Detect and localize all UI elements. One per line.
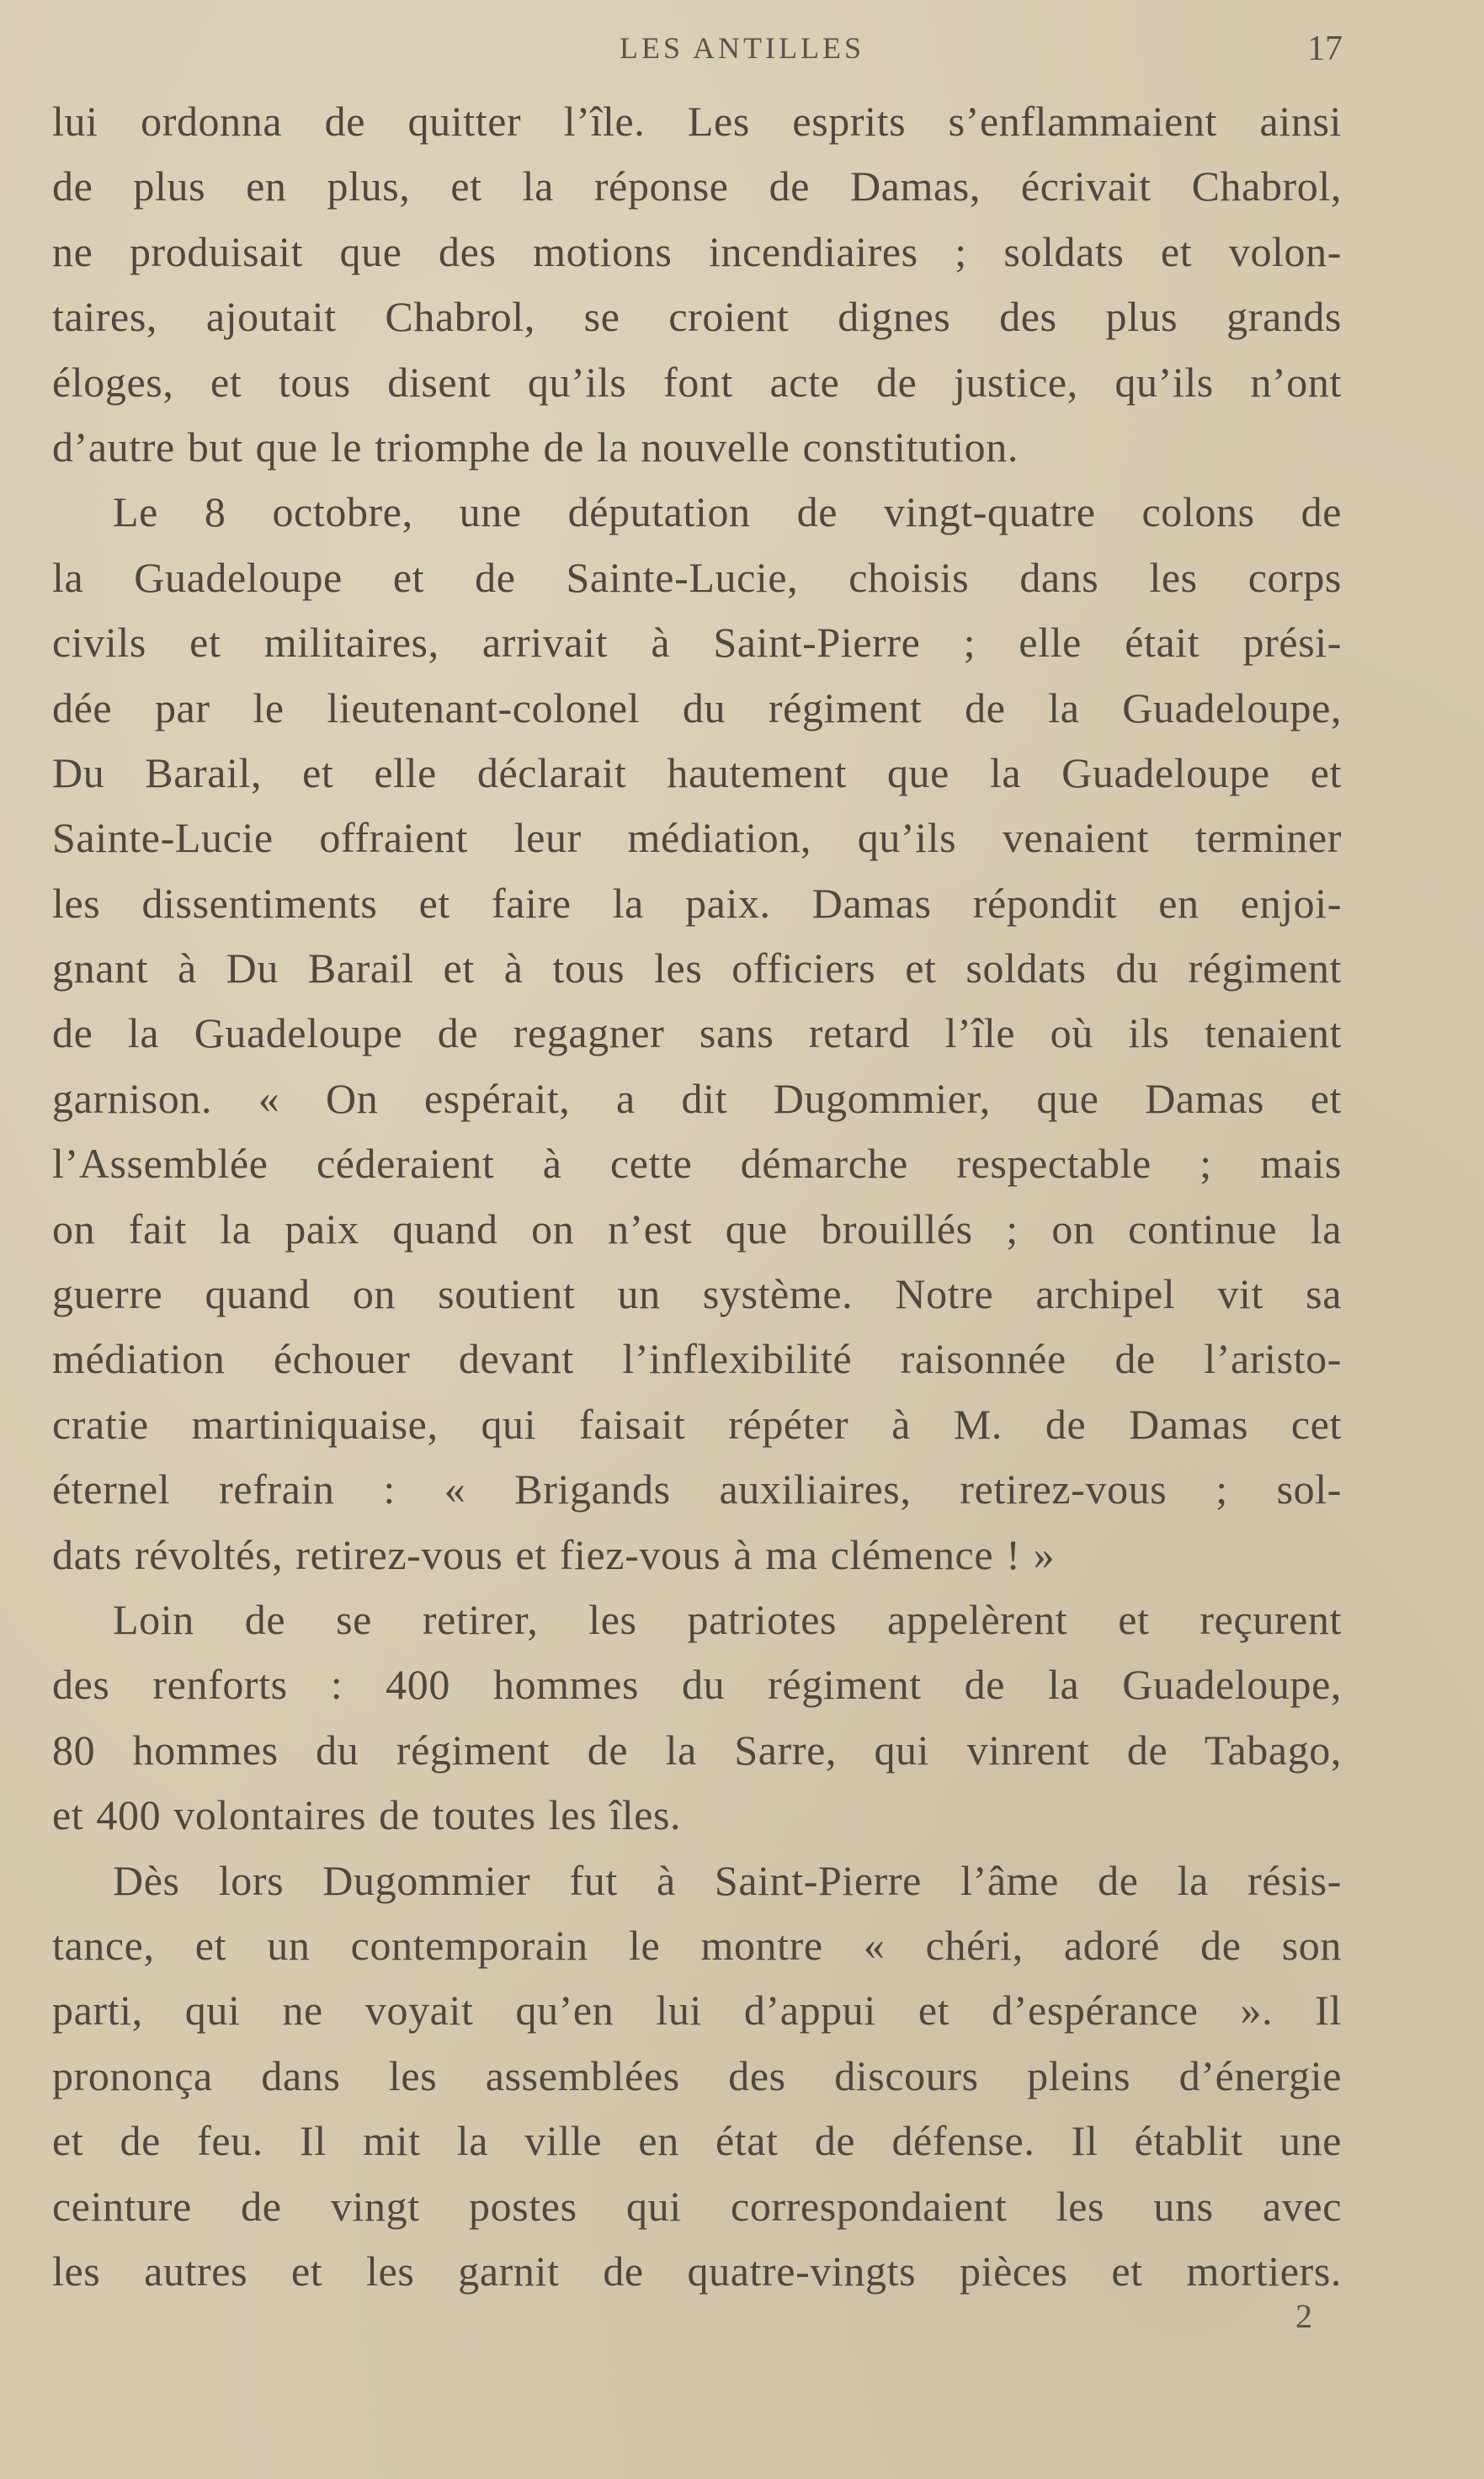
text-line: taires, ajoutait Chabrol, se croient dignes des plus grands [52, 293, 1342, 341]
text-line: dée par le lieutenant-colonel du régiment de la Guadeloupe, [52, 684, 1342, 731]
text-line: lui ordonna de quitter l’île. Les esprits s’enflammaient ainsi [52, 98, 1342, 145]
text-line: ne produisait que des motions incendiaires ; soldats et volon- [52, 227, 1342, 275]
text-line: ceinture de vingt postes qui correspondaient les uns avec [52, 2182, 1342, 2230]
text-line: de plus en plus, et la réponse de Damas, écrivait Chabrol, [52, 162, 1342, 210]
text-line: des renforts : 400 hommes du régiment de la Guadeloupe, [52, 1661, 1342, 1709]
body-text [52, 89, 1342, 2304]
text-line: et de feu. Il mit la ville en état de défense. Il établit une [52, 2117, 1342, 2165]
paragraph-first-line: Loin de se retirer, les patriotes appelèrent et reçurent [113, 1595, 1342, 1643]
text-line: les autres et les garnit de quatre-vingts pièces et mortiers. [52, 2247, 1342, 2295]
paragraph-first-line: Le 8 octobre, une députation de vingt-quatre colons de [113, 488, 1342, 536]
text-line: d’autre but que le triomphe de la nouvelle constitution. [52, 423, 1019, 471]
text-line: civils et militaires, arrivait à Saint-Pierre ; elle était prési- [52, 619, 1342, 667]
running-title: LES ANTILLES [620, 31, 864, 65]
text-line: Sainte-Lucie offraient leur médiation, qu’ils venaient terminer [52, 814, 1342, 862]
text-line: éternel refrain : « Brigands auxiliaires, retirez-vous ; sol- [52, 1466, 1342, 1513]
running-head [0, 25, 1484, 76]
text-line: dats révoltés, retirez-vous et fiez-vous à ma clémence ! » [52, 1530, 1056, 1578]
paragraph-first-line: Dès lors Dugommier fut à Saint-Pierre l’âme de la résis- [113, 1856, 1342, 1904]
text-line: les dissentiments et faire la paix. Damas répondit en enjoi- [52, 879, 1342, 927]
text-line: et 400 volontaires de toutes les îles. [52, 1791, 682, 1839]
text-line: Du Barail, et elle déclarait hautement que la Guadeloupe et [52, 748, 1342, 796]
text-line: l’Assemblée céderaient à cette démarche respectable ; mais [52, 1140, 1342, 1188]
text-line: prononça dans les assemblées des discours pleins d’énergie [52, 2051, 1342, 2099]
text-line: parti, qui ne voyait qu’en lui d’appui et d’espérance ». Il [52, 1987, 1342, 2035]
text-line: la Guadeloupe et de Sainte-Lucie, choisis dans les corps [52, 553, 1342, 601]
text-line: on fait la paix quand on n’est que brouillés ; on continue la [52, 1205, 1342, 1253]
text-line: éloges, et tous disent qu’ils font acte de justice, qu’ils n’ont [52, 358, 1342, 406]
text-line: guerre quand on soutient un système. Notre archipel vit sa [52, 1270, 1342, 1318]
text-line: de la Guadeloupe de regagner sans retard l’île où ils tenaient [52, 1009, 1342, 1057]
text-line: tance, et un contemporain le montre « chéri, adoré de son [52, 1921, 1342, 1969]
text-line: cratie martiniquaise, qui faisait répéter à M. de Damas cet [52, 1400, 1342, 1448]
text-line: garnison. « On espérait, a dit Dugommier, que Damas et [52, 1074, 1342, 1122]
text-line: 80 hommes du régiment de la Sarre, qui vinrent de Tabago, [52, 1726, 1342, 1774]
text-line: gnant à Du Barail et à tous les officiers et soldats du régiment [52, 944, 1342, 992]
signature-mark: 2 [1295, 2297, 1312, 2335]
text-line: médiation échouer devant l’inflexibilité raisonnée de l’aristo- [52, 1335, 1342, 1383]
page-number: 17 [1307, 29, 1343, 68]
